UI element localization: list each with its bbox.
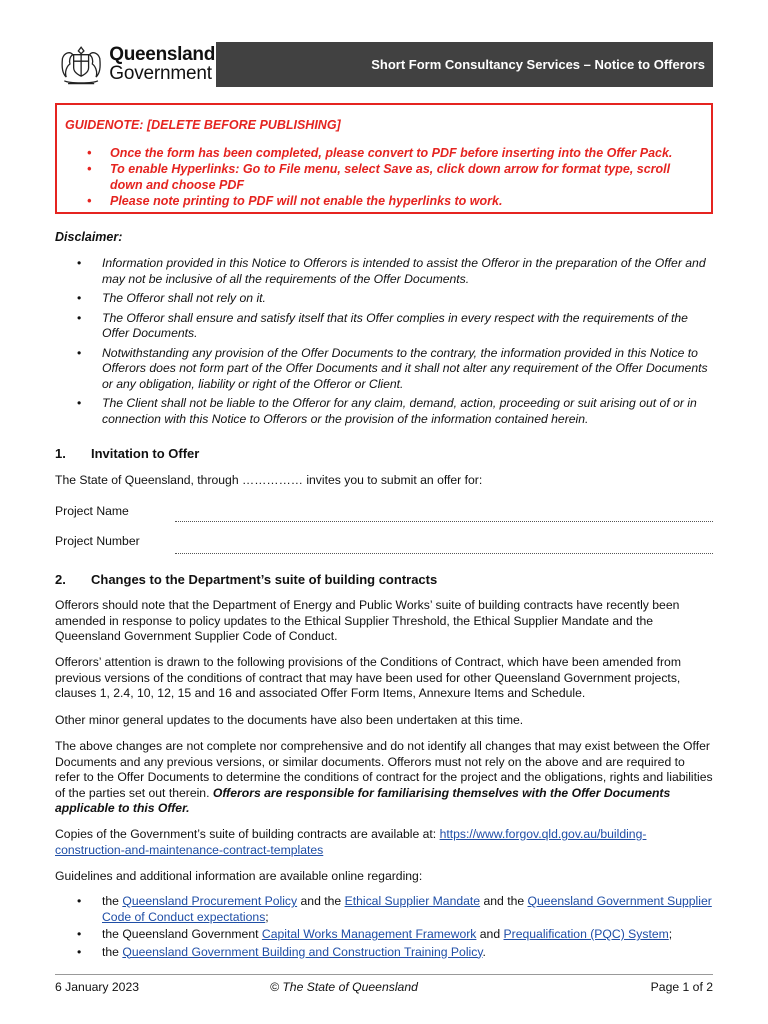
section2-paragraph-3: Other minor general updates to the documents have also been undertaken at this time.	[55, 713, 524, 727]
disclaimer-item	[55, 396, 710, 427]
coat-of-arms-icon	[55, 40, 107, 88]
qld-government-logo	[55, 40, 215, 88]
guideline-text: the	[102, 944, 119, 959]
document-title: Short Form Consultancy Services – Notice to Offerors	[371, 57, 705, 72]
guideline-item	[55, 927, 713, 943]
disclaimer-title: Disclaimer:	[55, 230, 123, 244]
guidenote-item-text: Please note printing to PDF will not enable the hyperlinks to work.	[110, 194, 503, 208]
guidenote-item	[65, 193, 700, 209]
guidelines-list	[55, 894, 713, 962]
guideline-text: ;	[265, 909, 269, 924]
contracts-availability-text: Copies of the Government’s suite of building contracts are available at:	[55, 827, 437, 841]
prequalification-system-link[interactable]: Prequalification (PQC) System	[503, 927, 669, 941]
bullet-icon: •	[87, 146, 92, 160]
bullet-icon: •	[77, 291, 82, 305]
disclaimer-list	[55, 256, 710, 431]
section2-paragraph-2: Offerors’ attention is drawn to the following provisions of the Conditions of Contract, which have been amended from previous versions of the conditions of contract that may have been used for other Queensland Government projects, clauses 1, 2.4, 10, 12, 15 and 16 and associated Offer Form Items, Annexure Items and Schedule.	[55, 655, 681, 700]
disclaimer-item-text: The Client shall not be liable to the Offeror for any claim, demand, action, proceeding or suit arising out of or in connection with this Notice to Offerors or the provision of the information contained herein.	[102, 396, 697, 426]
guidenote-item-text: Once the form has been completed, please convert to PDF before inserting into the Offer Pack.	[110, 146, 673, 160]
bullet-icon: •	[87, 194, 92, 208]
section1-number: 1.	[55, 446, 66, 461]
guidenote-item	[65, 161, 700, 193]
guideline-text: .	[482, 944, 486, 959]
disclaimer-item-text: The Offeror shall ensure and satisfy itself that its Offer complies in every respect with the requirements of the Offer Documents.	[102, 310, 688, 340]
guidenote-box	[55, 103, 713, 214]
document-header	[55, 40, 713, 88]
project-name-field[interactable]	[175, 521, 713, 522]
project-number-field[interactable]	[175, 553, 713, 554]
disclaimer-item-text: Information provided in this Notice to Offerors is intended to assist the Offeror in the preparation of the Offer and may not be inclusive of all the requirements of the Offer Documents.	[102, 256, 706, 286]
section2-paragraph-4-emphasis: Offerors are responsible for familiarising themselves with the Offer Documents applicable to this Offer.	[55, 785, 671, 815]
bullet-icon: •	[77, 396, 82, 410]
guideline-text: and the	[483, 894, 525, 908]
ethical-supplier-mandate-link[interactable]: Ethical Supplier Mandate	[344, 894, 481, 908]
guidenote-item-text: To enable Hyperlinks: Go to File menu, select Save as, click down arrow for format type, scroll down and choose PDF	[110, 162, 671, 192]
logo-line2: Government	[109, 63, 212, 84]
guideline-text: ;	[668, 927, 673, 941]
building-contracts-link[interactable]: https://www.forgov.qld.gov.au/building-construction-and-maintenance-contract-templates	[55, 827, 647, 857]
section1-title: Invitation to Offer	[91, 446, 200, 461]
bullet-icon: •	[77, 944, 82, 959]
section2-paragraph-6: Guidelines and additional information are available online regarding:	[55, 869, 423, 883]
bullet-icon: •	[77, 894, 82, 908]
disclaimer-item-text: Notwithstanding any provision of the Offer Documents to the contrary, the information provided in this Notice to Offerors does not form part of the Offer Documents and it shall not alter any requirement of the Offer Documents or any obligation, liability or right of the Offeror or Client.	[102, 345, 708, 391]
disclaimer-item-text: The Offeror shall not rely on it.	[102, 291, 266, 305]
disclaimer-item	[55, 346, 710, 393]
disclaimer-item	[55, 311, 710, 342]
section2-heading	[55, 572, 437, 587]
section2-paragraph-5	[55, 827, 713, 858]
document-title-bar	[216, 42, 713, 87]
procurement-policy-link[interactable]: Queensland Procurement Policy	[122, 894, 298, 908]
guideline-text: and	[479, 927, 501, 941]
bullet-icon: •	[77, 345, 82, 360]
section1-intro: The State of Queensland, through …………… invites you to submit an offer for:	[55, 473, 483, 487]
capital-works-framework-link[interactable]: Capital Works Management Framework	[261, 927, 477, 941]
project-name-label: Project Name	[55, 504, 129, 518]
project-number-label: Project Number	[55, 534, 140, 548]
guideline-text: the Queensland Government	[102, 927, 259, 941]
section2-paragraph-4	[55, 739, 713, 817]
footer-copyright: © The State of Queensland	[270, 980, 418, 994]
training-policy-link[interactable]: Queensland Government Building and Construction Training Policy	[122, 944, 483, 959]
guideline-item	[55, 894, 713, 925]
guideline-text: the	[102, 894, 119, 908]
bullet-icon: •	[77, 310, 82, 325]
footer-page-number: Page 1 of 2	[650, 980, 713, 994]
section2-title: Changes to the Department’s suite of building contracts	[91, 572, 438, 587]
guideline-item	[55, 945, 713, 961]
section2-paragraph-1: Offerors should note that the Department of Energy and Public Works’ suite of building contracts have recently been amended in response to policy updates to the Ethical Supplier Threshold, the Ethical Supplier Mandate and the Queensland Government Supplier Code of Conduct.	[55, 598, 680, 643]
guidenote-title: GUIDENOTE: [DELETE BEFORE PUBLISHING]	[65, 118, 341, 132]
footer-divider	[55, 974, 713, 975]
bullet-icon: •	[77, 256, 82, 270]
disclaimer-item	[55, 256, 710, 287]
guidenote-item	[65, 145, 700, 161]
guidenote-list	[65, 145, 700, 209]
section2-paragraph-4-text: The above changes are not complete nor comprehensive and do not identify all changes that may exist between the Offer Documents and any previous versions, or similar documents. Offerors must not rely on the above and are required to refer to the Offer Documents to determine the conditions of contract for the project and the obligations, rights and liabilities of the parties set out therein.	[55, 739, 713, 800]
logo-line1: Queensland	[109, 44, 215, 65]
disclaimer-item	[55, 291, 710, 307]
footer-date: 6 January 2023	[55, 980, 140, 994]
guideline-text: and the	[300, 894, 342, 908]
supplier-code-link[interactable]: Queensland Government Supplier Code of Conduct expectations	[102, 894, 712, 924]
bullet-icon: •	[87, 162, 92, 176]
section1-heading	[55, 446, 199, 461]
section2-number: 2.	[55, 572, 66, 587]
bullet-icon: •	[77, 927, 82, 941]
